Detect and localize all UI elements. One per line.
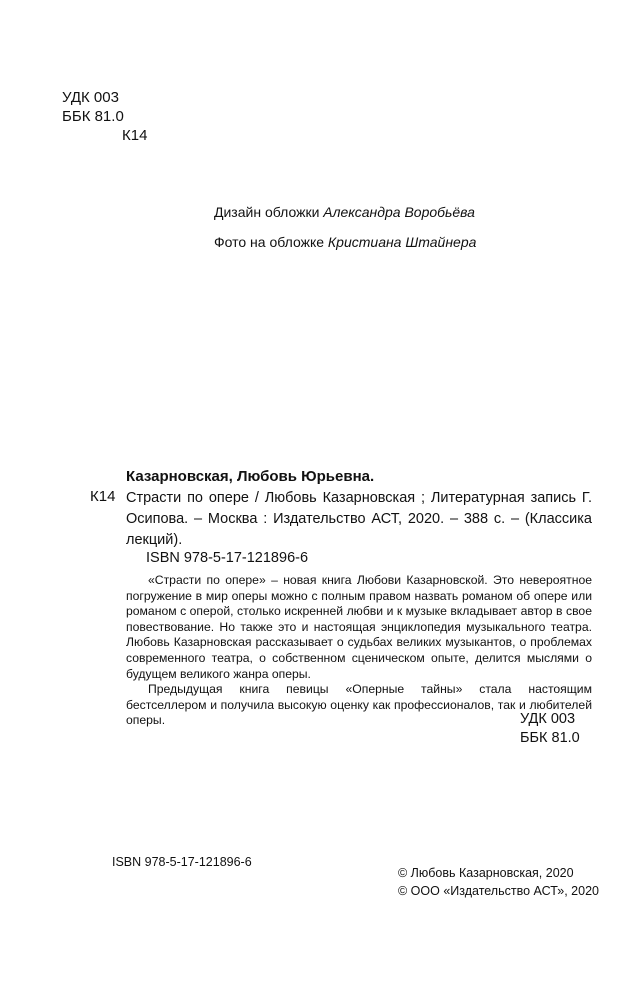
cover-photo-label: Фото на обложке bbox=[214, 234, 325, 250]
cover-photo-name: Кристиана Штайнера bbox=[327, 234, 477, 250]
cover-design-name: Александра Воробьёва bbox=[323, 204, 475, 220]
cover-photo-credit bbox=[214, 234, 476, 250]
author-heading: Казарновская, Любовь Юрьевна. bbox=[126, 468, 375, 485]
udk-code: УДК 003 bbox=[520, 711, 576, 727]
copyright-block bbox=[398, 864, 599, 900]
isbn-main: ISBN 978-5-17-121896-6 bbox=[146, 550, 309, 566]
bibliographic-author-sign: К14 bbox=[90, 488, 116, 505]
copyright-publisher: © ООО «Издательство АСТ», 2020 bbox=[398, 884, 599, 898]
cover-design-label: Дизайн обложки bbox=[214, 204, 320, 220]
bbk-code: ББК 81.0 bbox=[520, 730, 580, 746]
classification-codes-top bbox=[62, 88, 147, 145]
cover-design-credit bbox=[214, 204, 475, 220]
bbk-code: ББК 81.0 bbox=[62, 108, 124, 125]
annotation bbox=[126, 573, 592, 729]
bibliographic-description: Страсти по опере / Любовь Казарновская ; Литературная запись Г. Осипова. – Москва : Издательство АСТ, 2020. – 388 с. – (Классика лекций). bbox=[126, 490, 592, 548]
annotation-paragraph: «Страсти по опере» – новая книга Любови Казарновской. Это невероятное погружение в мир оперы можно с полным правом назвать романом об опере или романом с оперой, столько искренней любви и к музыке вкладывает автор в свое повествование. Но также это и настоящая энциклопедия музыкального театра. Любовь Казарновская рассказывает о судьбах великих музыкантов, о проблемах современного театра, о собственном сценическом опыте, делится мыслями о будущем великого жанра оперы. bbox=[126, 573, 592, 681]
isbn-footer: ISBN 978-5-17-121896-6 bbox=[112, 855, 252, 869]
classification-codes-bottom bbox=[520, 710, 580, 748]
author-sign: К14 bbox=[122, 127, 148, 144]
annotation-paragraph: Предыдущая книга певицы «Оперные тайны» стала настоящим бестселлером и получила высокую оценку как профессионалов, так и любителей оперы. bbox=[126, 682, 592, 728]
udk-code: УДК 003 bbox=[62, 89, 119, 106]
copyright-author: © Любовь Казарновская, 2020 bbox=[398, 866, 574, 880]
